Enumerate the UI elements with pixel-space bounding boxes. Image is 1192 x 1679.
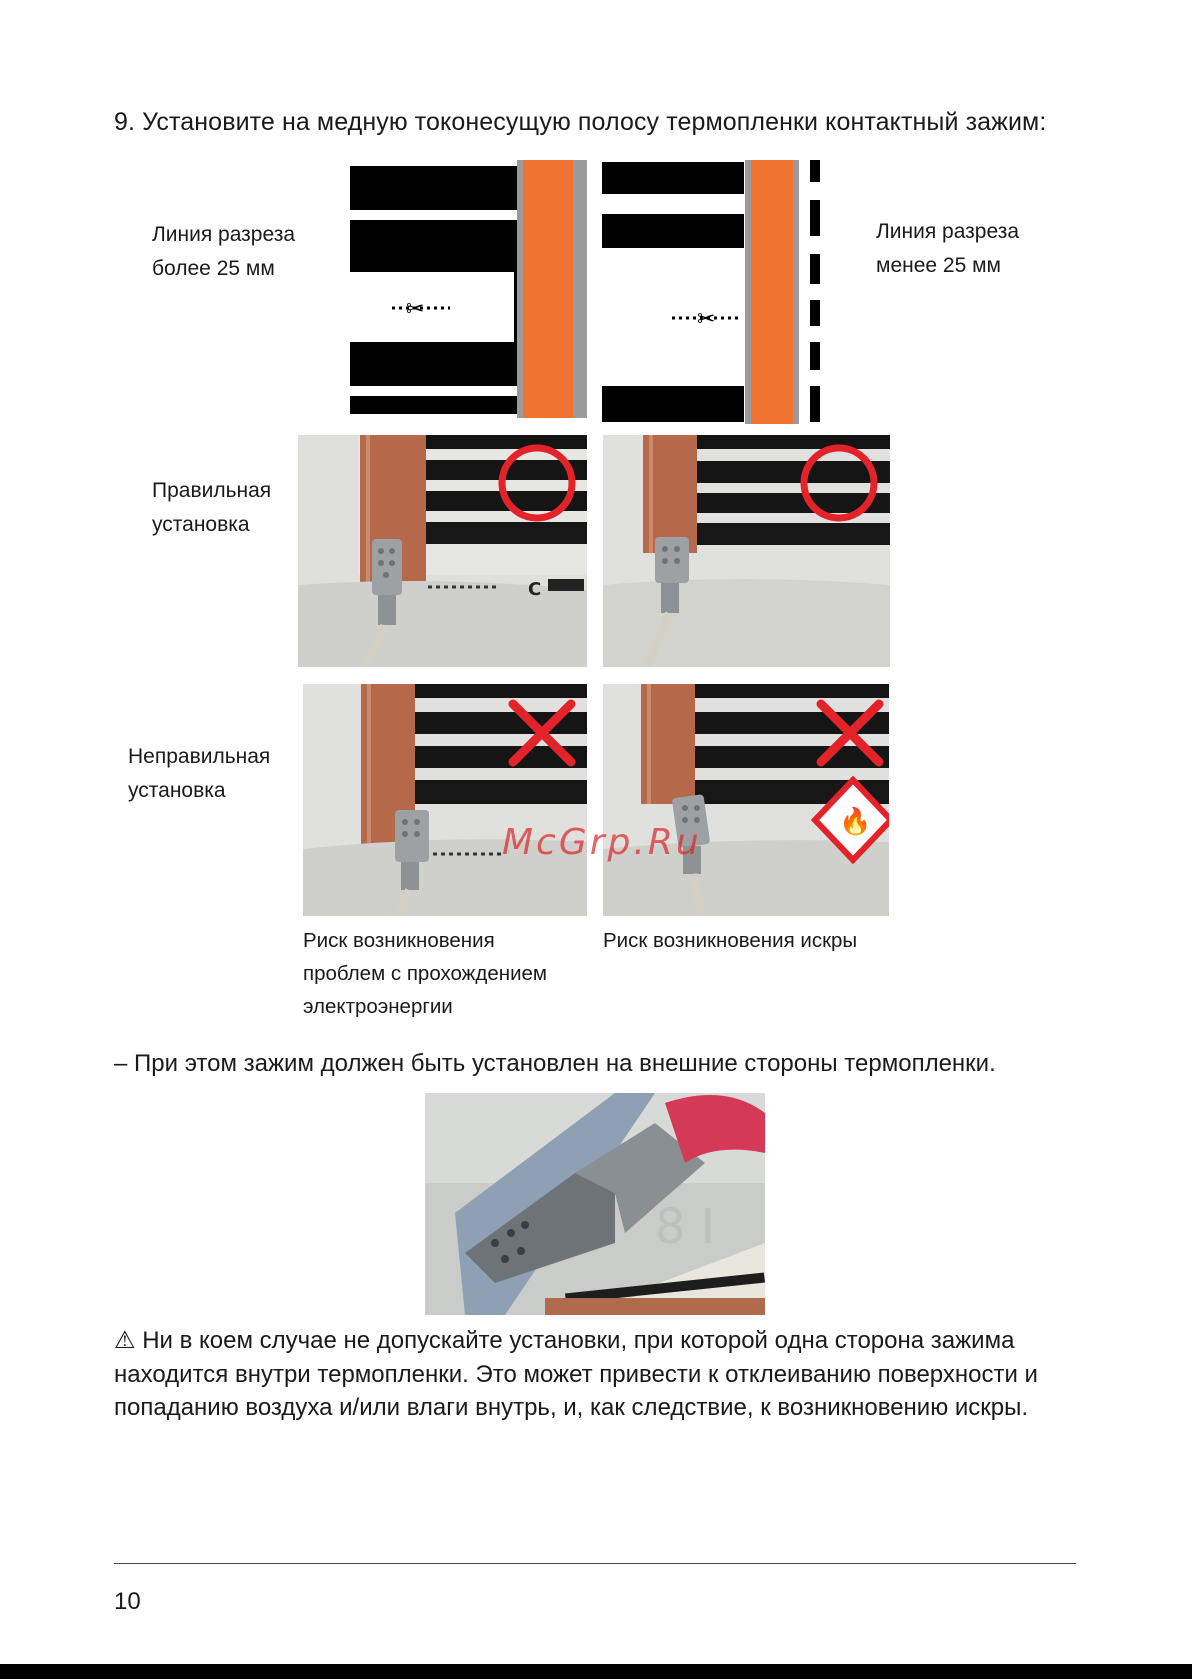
photo-incorrect-2 [603, 684, 889, 916]
caption-left-line2: проблем с прохождением [303, 962, 548, 985]
diagram-cut-more-25mm [350, 160, 587, 418]
caption-left [303, 924, 547, 1023]
watermark: McGrp.Ru [502, 822, 702, 863]
photo-clamp-closeup [425, 1093, 765, 1315]
cut-label-left-line2: более 25 мм [152, 257, 275, 280]
photo-correct-2 [603, 435, 890, 667]
cut-label-right-line2: менее 25 мм [876, 254, 1001, 277]
cut-label-left-line1: Линия разреза [152, 223, 296, 246]
warning-paragraph [114, 1324, 1080, 1425]
cut-label-left [152, 218, 295, 286]
svg-text:✂: ✂ [406, 297, 425, 322]
caption-right: Риск возникновения искры [603, 929, 858, 952]
row-label-correct [152, 474, 271, 542]
warning-triangle-icon: ⚠ [114, 1327, 136, 1354]
bottom-edge-bar [0, 1664, 1192, 1679]
caption-left-line3: электроэнергии [303, 995, 453, 1018]
svg-text:8 I: 8 I [655, 1199, 715, 1255]
photo-correct-1 [298, 435, 587, 667]
row-label-correct-line1: Правильная [152, 479, 272, 502]
row-label-incorrect-line2: установка [128, 779, 226, 802]
row-label-incorrect-line1: Неправильная [128, 745, 271, 768]
row-label-correct-line2: установка [152, 513, 250, 536]
warning-text: Ни в коем случае не допускайте установки, при которой одна сторона зажима находится внутри термопленки. Это может привести к отклеиванию поверхности и попаданию воздуха и/или влаги внутрь, и, как следствие, к возникновению искры. [114, 1327, 1038, 1421]
svg-text:🔥: 🔥 [839, 807, 872, 837]
photo-incorrect-1 [303, 684, 587, 916]
note-line: – При этом зажим должен быть установлен на внешние стороны термопленки. [114, 1050, 996, 1077]
step-heading: 9. Установите на медную токонесущую полосу термопленки контактный зажим: [114, 108, 1047, 136]
diagram-cut-less-25mm [602, 160, 820, 424]
svg-text:✂: ✂ [697, 307, 716, 332]
caption-left-line1: Риск возникновения [303, 929, 495, 952]
row-label-incorrect [128, 740, 270, 808]
footer-divider [114, 1563, 1076, 1564]
page-number: 10 [114, 1588, 141, 1615]
cut-label-right-line1: Линия разреза [876, 220, 1020, 243]
cut-label-right [876, 215, 1019, 283]
svg-text:C: C [528, 579, 542, 600]
